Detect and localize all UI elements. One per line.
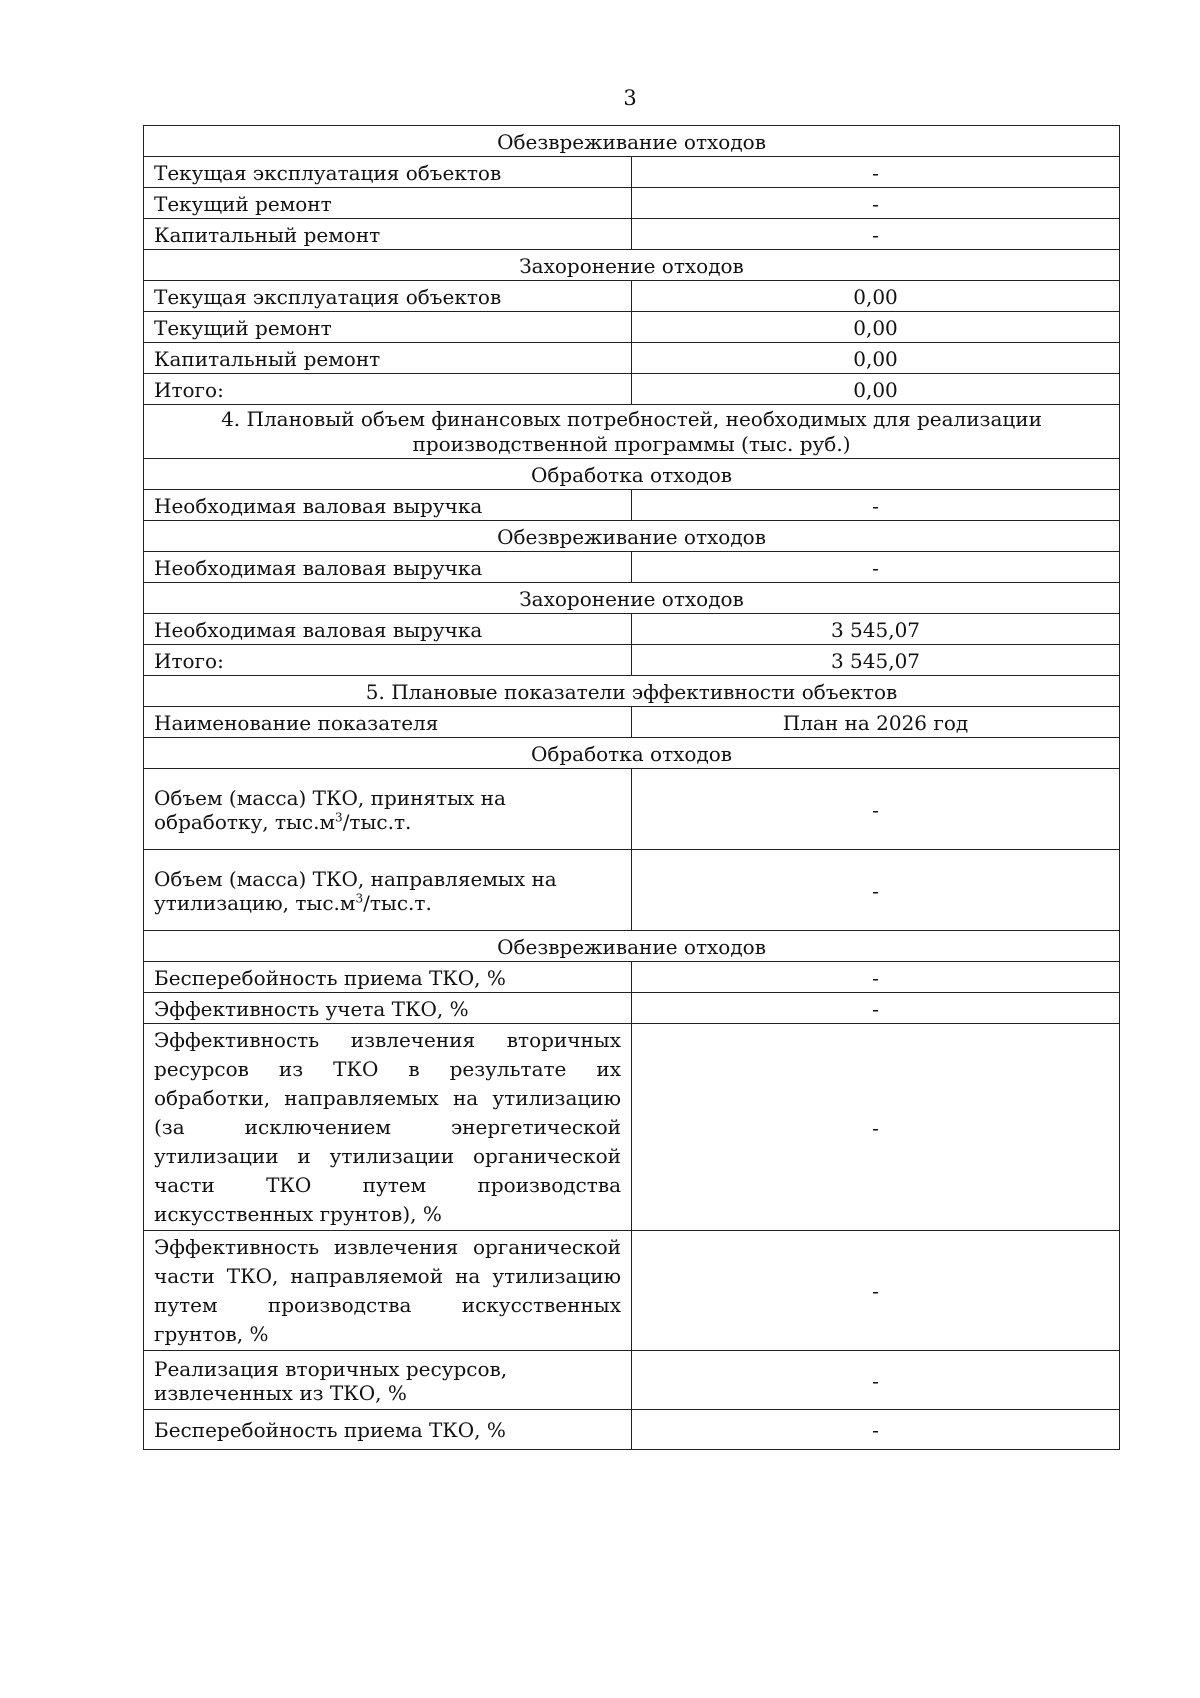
production-program-table — [143, 125, 1120, 1450]
row-label: Капитальный ремонт — [144, 343, 632, 374]
row-label: Эффективность извлечения вторичных ресурсов из ТКО в результате их обработки, направляемых на утилизацию (за исключением энергетической утилизации и утилизации органической части ТКО путем производства искусственных грунтов), % — [144, 1024, 632, 1231]
row-label: Текущая эксплуатация объектов — [144, 281, 632, 312]
row-value: 0,00 — [632, 312, 1120, 343]
row-value: 0,00 — [632, 343, 1120, 374]
section-row — [144, 250, 1120, 281]
table-row — [144, 157, 1120, 188]
table-row — [144, 312, 1120, 343]
section-title: Обезвреживание отходов — [144, 521, 1120, 552]
table-row — [144, 343, 1120, 374]
table-row — [144, 962, 1120, 993]
label-line: Объем (масса) ТКО, принятых на — [154, 786, 506, 810]
row-value: - — [632, 219, 1120, 250]
heading-line: производственной программы (тыс. руб.) — [412, 432, 851, 456]
row-label: Эффективность учета ТКО, % — [144, 993, 632, 1024]
section-row — [144, 126, 1120, 157]
table-row — [144, 552, 1120, 583]
label-text: /тыс.т. — [342, 810, 412, 834]
section-heading: 5. Плановые показатели эффективности объектов — [144, 676, 1120, 707]
column-header-row — [144, 707, 1120, 738]
row-label: Итого: — [144, 374, 632, 405]
table-row — [144, 850, 1120, 931]
row-value: - — [632, 552, 1120, 583]
table-row — [144, 645, 1120, 676]
row-value: - — [632, 1410, 1120, 1450]
section-title: Захоронение отходов — [144, 250, 1120, 281]
table-row — [144, 1351, 1120, 1410]
row-label — [144, 769, 632, 850]
row-label: Бесперебойность приема ТКО, % — [144, 962, 632, 993]
row-label: Текущий ремонт — [144, 312, 632, 343]
row-value: - — [632, 490, 1120, 521]
row-label: Текущая эксплуатация объектов — [144, 157, 632, 188]
table-row — [144, 993, 1120, 1024]
section-title: Обработка отходов — [144, 738, 1120, 769]
row-value: - — [632, 1024, 1120, 1231]
section-row — [144, 738, 1120, 769]
row-label: Текущий ремонт — [144, 188, 632, 219]
section-title: Захоронение отходов — [144, 583, 1120, 614]
label-text: утилизацию, тыс.м — [154, 891, 356, 915]
row-label: Итого: — [144, 645, 632, 676]
section-row — [144, 931, 1120, 962]
page-number: 3 — [623, 86, 637, 110]
row-value: - — [632, 188, 1120, 219]
label-line — [154, 891, 621, 915]
row-value: - — [632, 157, 1120, 188]
section-heading-row — [144, 676, 1120, 707]
label-line: извлеченных из ТКО, % — [154, 1381, 407, 1405]
section-title: Обезвреживание отходов — [144, 931, 1120, 962]
section-row — [144, 583, 1120, 614]
table-row — [144, 490, 1120, 521]
superscript: 3 — [335, 810, 343, 825]
table-row — [144, 614, 1120, 645]
row-label: Необходимая валовая выручка — [144, 490, 632, 521]
column-header-name: Наименование показателя — [144, 707, 632, 738]
column-header-plan: План на 2026 год — [632, 707, 1120, 738]
label-line: Реализация вторичных ресурсов, — [154, 1357, 508, 1381]
label-text: обработку, тыс.м — [154, 810, 336, 834]
row-label: Эффективность извлечения органической части ТКО, направляемой на утилизацию путем производства искусственных грунтов, % — [144, 1231, 632, 1351]
row-value: - — [632, 962, 1120, 993]
row-value: - — [632, 993, 1120, 1024]
table-row — [144, 769, 1120, 850]
label-text: /тыс.т. — [363, 891, 432, 915]
table-row — [144, 1410, 1120, 1450]
row-value: - — [632, 850, 1120, 931]
row-value: 0,00 — [632, 374, 1120, 405]
section-heading — [144, 405, 1120, 459]
table-row — [144, 281, 1120, 312]
table-row — [144, 188, 1120, 219]
row-label — [144, 850, 632, 931]
row-value: 0,00 — [632, 281, 1120, 312]
row-value: - — [632, 1351, 1120, 1410]
table-row — [144, 1024, 1120, 1231]
row-label: Необходимая валовая выручка — [144, 614, 632, 645]
row-label: Бесперебойность приема ТКО, % — [144, 1410, 632, 1450]
label-line: Объем (масса) ТКО, направляемых на — [154, 867, 557, 891]
table-row — [144, 1231, 1120, 1351]
table-row — [144, 374, 1120, 405]
row-label: Капитальный ремонт — [144, 219, 632, 250]
section-row — [144, 459, 1120, 490]
row-label — [144, 1351, 632, 1410]
section-heading-row — [144, 405, 1120, 459]
superscript: 3 — [355, 891, 364, 906]
section-row — [144, 521, 1120, 552]
section-title: Обезвреживание отходов — [144, 126, 1120, 157]
label-line — [154, 810, 621, 834]
table-row — [144, 219, 1120, 250]
row-value: - — [632, 1231, 1120, 1351]
row-value: 3 545,07 — [632, 645, 1120, 676]
section-title: Обработка отходов — [144, 459, 1120, 490]
row-value: - — [632, 769, 1120, 850]
row-value: 3 545,07 — [632, 614, 1120, 645]
row-label: Необходимая валовая выручка — [144, 552, 632, 583]
heading-line: 4. Плановый объем финансовых потребностей, необходимых для реализации — [221, 407, 1042, 431]
